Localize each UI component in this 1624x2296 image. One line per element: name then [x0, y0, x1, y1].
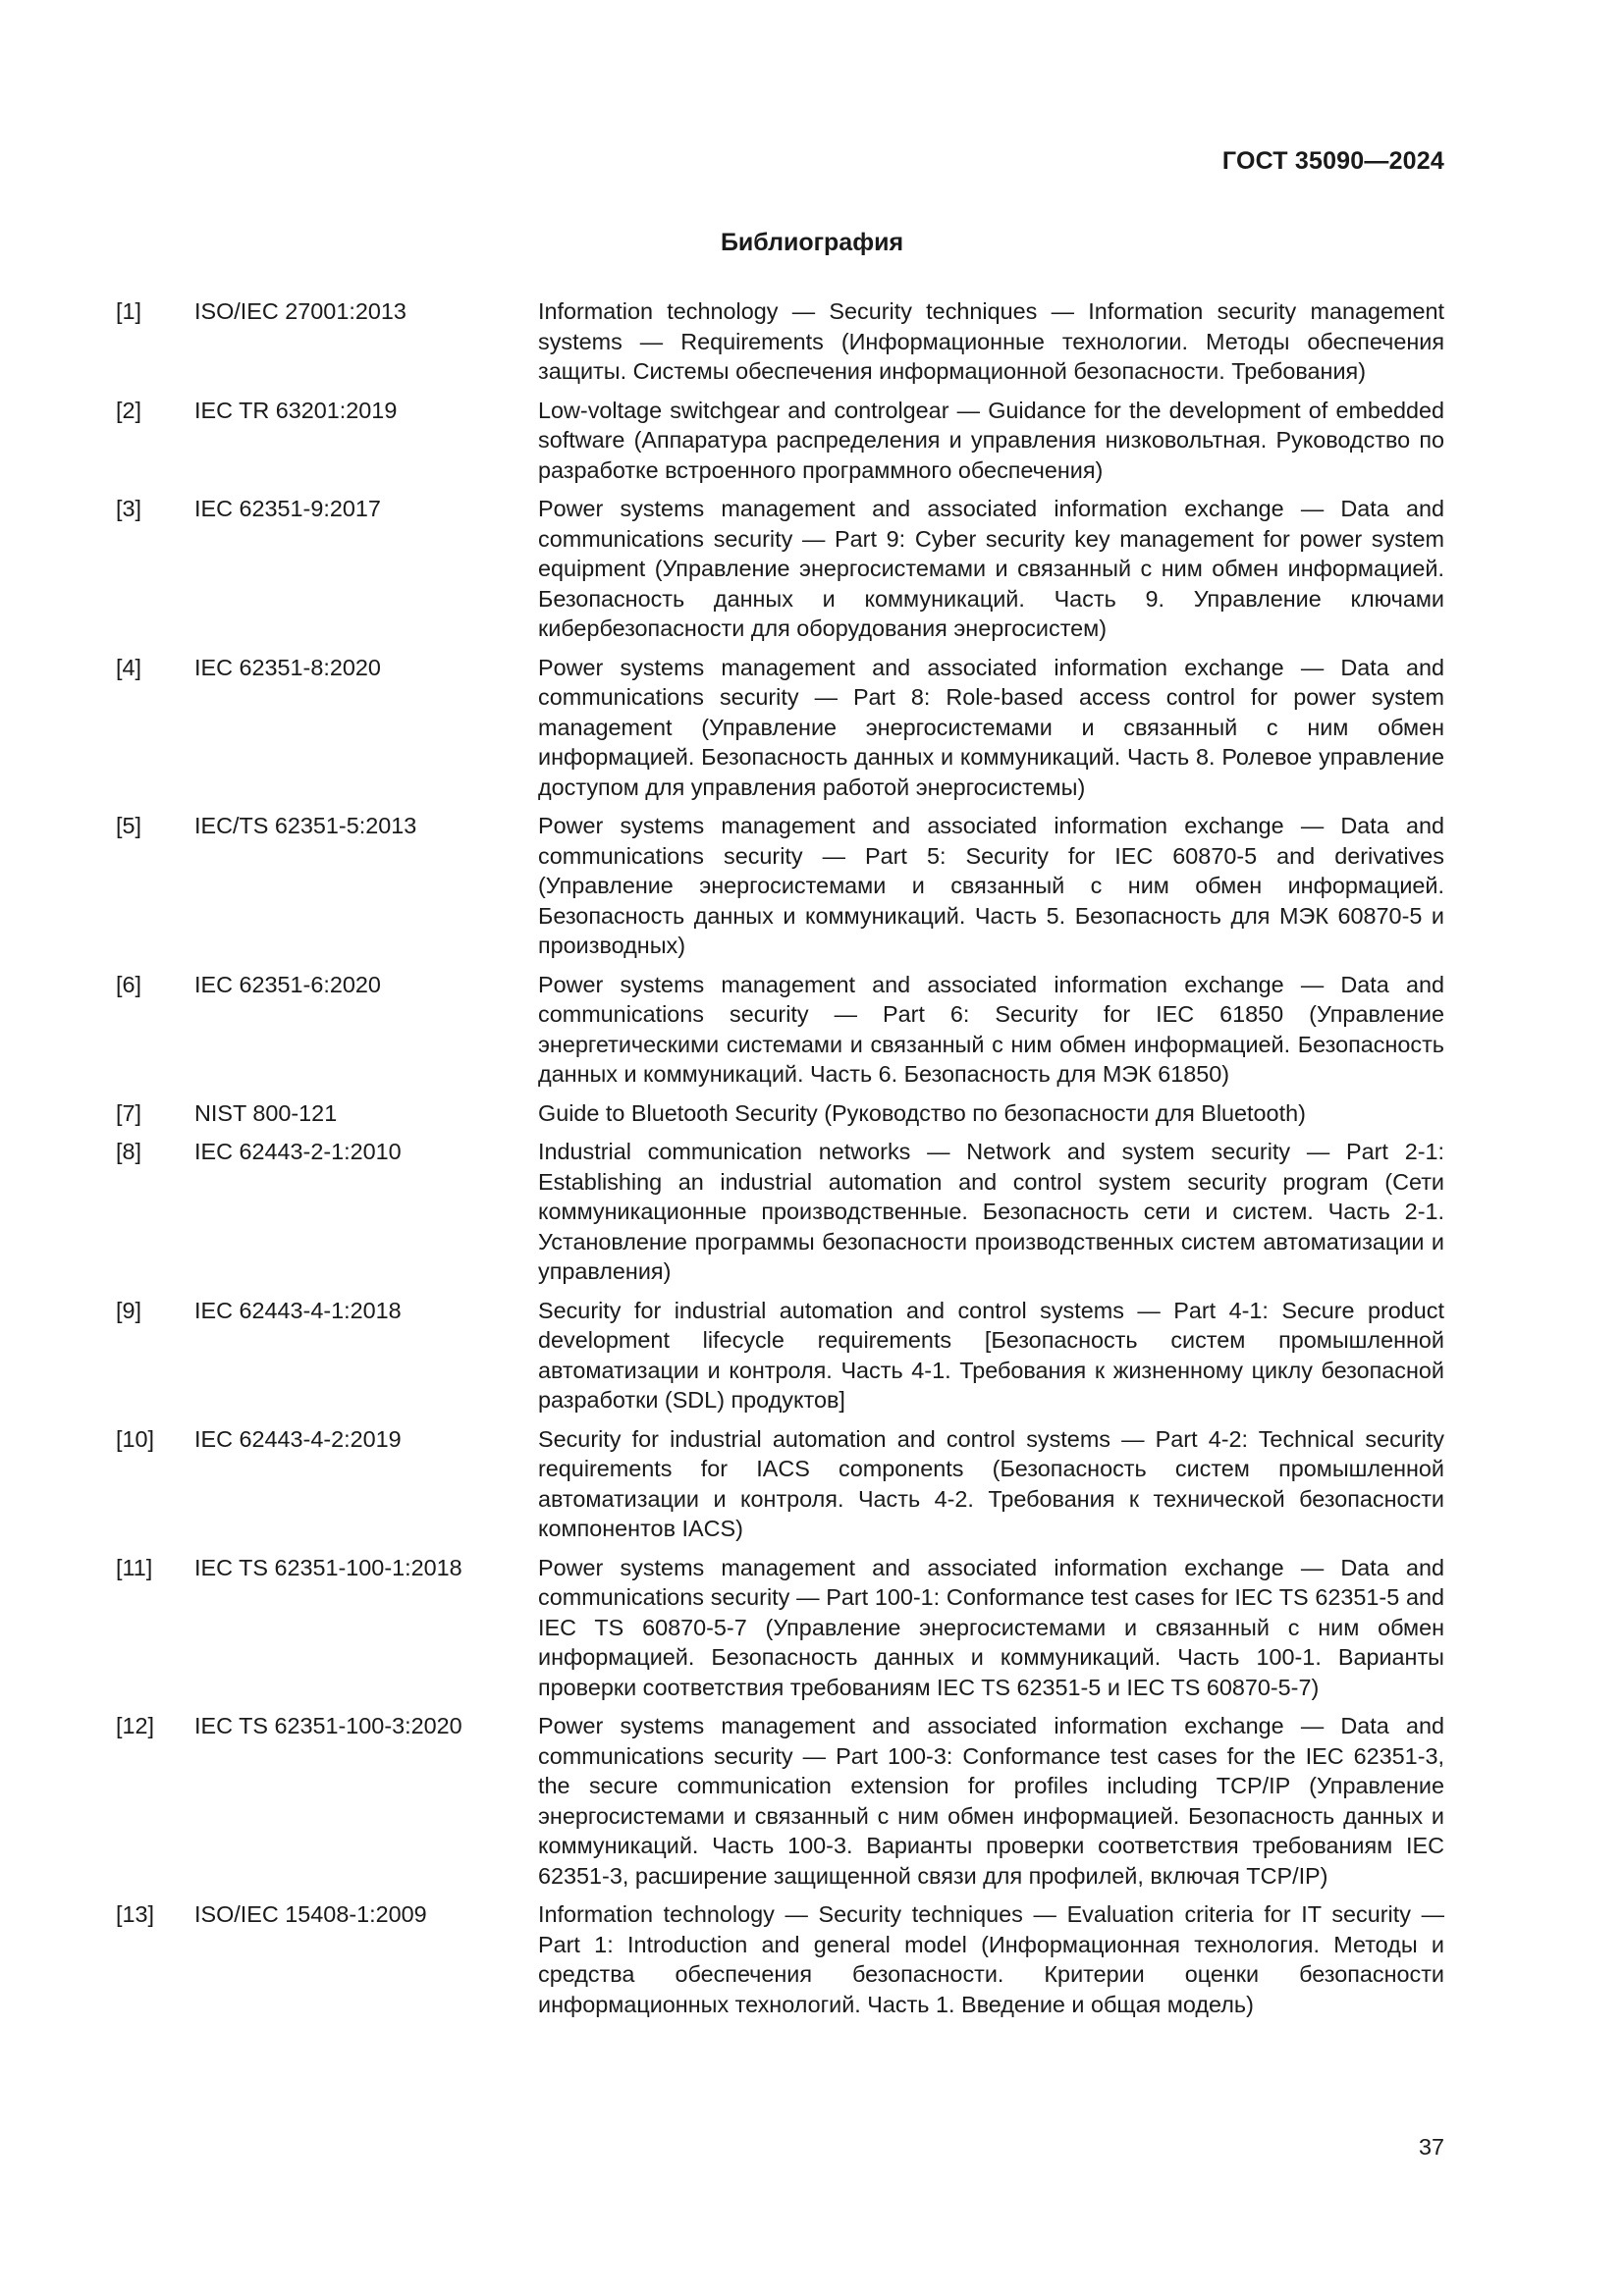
- entry-description: Power systems management and associated information exchange — Data and communications security — Part 5: Security for IEC 60870-5 and derivatives (Управление энергосистемами и связанный с ним обмен информацией. Безопасность данных и коммуникаций. Часть 5. Безопасность для МЭК 60870-5 и производных): [538, 813, 1444, 958]
- entry-number: [2]: [116, 397, 142, 423]
- entry-description: Security for industrial automation and control systems — Part 4-2: Technical security requirements for IACS components (Безопасность систем промышленной автоматизации и контроля. Часть 4-2. Требования к технической безопасности компонентов IACS): [538, 1425, 1444, 1541]
- entry-reference: IEC 62351-6:2020: [194, 971, 381, 997]
- entry-number: [10]: [116, 1425, 155, 1452]
- entry-description: Power systems management and associated information exchange — Data and communications security — Part 8: Role-based access control for power system management (Управление энергосистемами и связанный с ним обмен информацией. Безопасность данных и коммуникаций. Часть 8. Ролевое управление доступом для управления работой энергосистемы): [538, 654, 1444, 800]
- entry-reference: IEC 62351-9:2017: [194, 496, 381, 521]
- entry-reference: IEC 62443-4-1:2018: [194, 1297, 402, 1323]
- bibliography-entry: [116, 494, 1444, 644]
- entry-number: [4]: [116, 654, 142, 680]
- bibliography-entry: [116, 653, 1444, 803]
- entry-number: [1]: [116, 298, 142, 324]
- bibliography-entry: [116, 811, 1444, 961]
- entry-description: Security for industrial automation and control systems — Part 4-1: Secure product development lifecycle requirements [Безопасность систем промышленной автоматизации и контроля. Часть 4-1. Требования к жизненному циклу безопасной разработки (SDL) продуктов]: [538, 1297, 1444, 1413]
- bibliography-entry: [116, 1098, 1444, 1129]
- entry-reference: IEC TS 62351-100-1:2018: [194, 1554, 462, 1580]
- entry-number: [13]: [116, 1901, 155, 1927]
- entry-reference: ISO/IEC 27001:2013: [194, 298, 406, 324]
- entry-number: [3]: [116, 496, 142, 521]
- bibliography-entry: [116, 1553, 1444, 1703]
- bibliography-entry: [116, 296, 1444, 387]
- standard-designation: ГОСТ 35090—2024: [1221, 147, 1444, 175]
- entry-reference: IEC/TS 62351-5:2013: [194, 813, 417, 838]
- bibliography-entry: [116, 1424, 1444, 1544]
- entry-reference: IEC 62351-8:2020: [194, 654, 381, 680]
- bibliography-entry: [116, 1137, 1444, 1287]
- entry-description: Industrial communication networks — Network and system security — Part 2-1: Establishing an industrial automation and control system security program (Сети коммуникационные производственные. Безопасность сети и систем. Часть 2-1. Установление программы безопасности производственных систем автоматизации и управления): [538, 1139, 1444, 1284]
- entry-number: [11]: [116, 1554, 153, 1580]
- entry-number: [12]: [116, 1713, 155, 1738]
- entry-description: Guide to Bluetooth Security (Руководство по безопасности для Bluetooth): [538, 1099, 1306, 1126]
- entry-reference: IEC 62443-4-2:2019: [194, 1425, 402, 1452]
- entry-reference: ISO/IEC 15408-1:2009: [194, 1901, 427, 1927]
- bibliography-entry: [116, 1711, 1444, 1891]
- entry-description: Power systems management and associated information exchange — Data and communications security — Part 100-1: Conformance test cases for IEC TS 62351-5 and IEC TS 60870-5-7 (Управление энергосистемами и связанный с ним обмен информацией. Безопасность данных и коммуникаций. Часть 100-1. Варианты проверки соответствия требованиям IEC TS 62351-5 и IEC TS 60870-5-7): [538, 1554, 1444, 1700]
- entry-number: [5]: [116, 813, 142, 838]
- bibliography-entry: [116, 396, 1444, 486]
- entry-description: Low-voltage switchgear and controlgear — Guidance for the development of embedded software (Аппаратура распределения и управления низковольтная. Руководство по разработке встроенного программного обеспечения): [538, 397, 1444, 483]
- page-number: 37: [1418, 2134, 1444, 2160]
- entry-reference: IEC 62443-2-1:2010: [194, 1139, 402, 1164]
- entry-description: Information technology — Security techniques — Information security management systems — Requirements (Информационные технологии. Методы обеспечения защиты. Системы обеспечения информационной безопасности. Требования): [538, 298, 1444, 384]
- entry-reference: IEC TS 62351-100-3:2020: [194, 1713, 462, 1738]
- bibliography-list: [116, 296, 1444, 2019]
- entry-number: [6]: [116, 971, 142, 997]
- entry-description: Information technology — Security techniques — Evaluation criteria for IT security — Part 1: Introduction and general model (Информационная технология. Методы и средства обеспечения безопасности. Критерии оценки безопасности информационных технологий. Часть 1. Введение и общая модель): [538, 1901, 1444, 2017]
- bibliography-entry: [116, 970, 1444, 1090]
- entry-number: [8]: [116, 1139, 142, 1164]
- entry-description: Power systems management and associated information exchange — Data and communications security — Part 6: Security for IEC 61850 (Управление энергетическими системами и связанный с ним обмен информацией. Безопасность данных и коммуникаций. Часть 6. Безопасность для МЭК 61850): [538, 971, 1444, 1087]
- bibliography-entry: [116, 1296, 1444, 1415]
- entry-description: Power systems management and associated information exchange — Data and communications security — Part 9: Cyber security key management for power system equipment (Управление энергосистемами и связанный с ним обмен информацией. Безопасность данных и коммуникаций. Часть 9. Управление ключами кибербезопасности для оборудования энергосистем): [538, 496, 1444, 641]
- bibliography-entry: [116, 1899, 1444, 2019]
- entry-reference: NIST 800-121: [194, 1099, 338, 1126]
- entry-description: Power systems management and associated information exchange — Data and communications security — Part 100-3: Conformance test cases for the IEC 62351-3, the secure communication extension for profiles including TCP/IP (Управление энергосистемами и связанный с ним обмен информацией. Безопасность данных и коммуникаций. Часть 100-3. Варианты проверки соответствия требованиям IEC 62351-3, расширение защищенной связи для профилей, включая TCP/IP): [538, 1713, 1444, 1889]
- entry-reference: IEC TR 63201:2019: [194, 397, 398, 423]
- entry-number: [9]: [116, 1297, 142, 1323]
- entry-number: [7]: [116, 1099, 142, 1126]
- section-title: Библиография: [720, 229, 904, 256]
